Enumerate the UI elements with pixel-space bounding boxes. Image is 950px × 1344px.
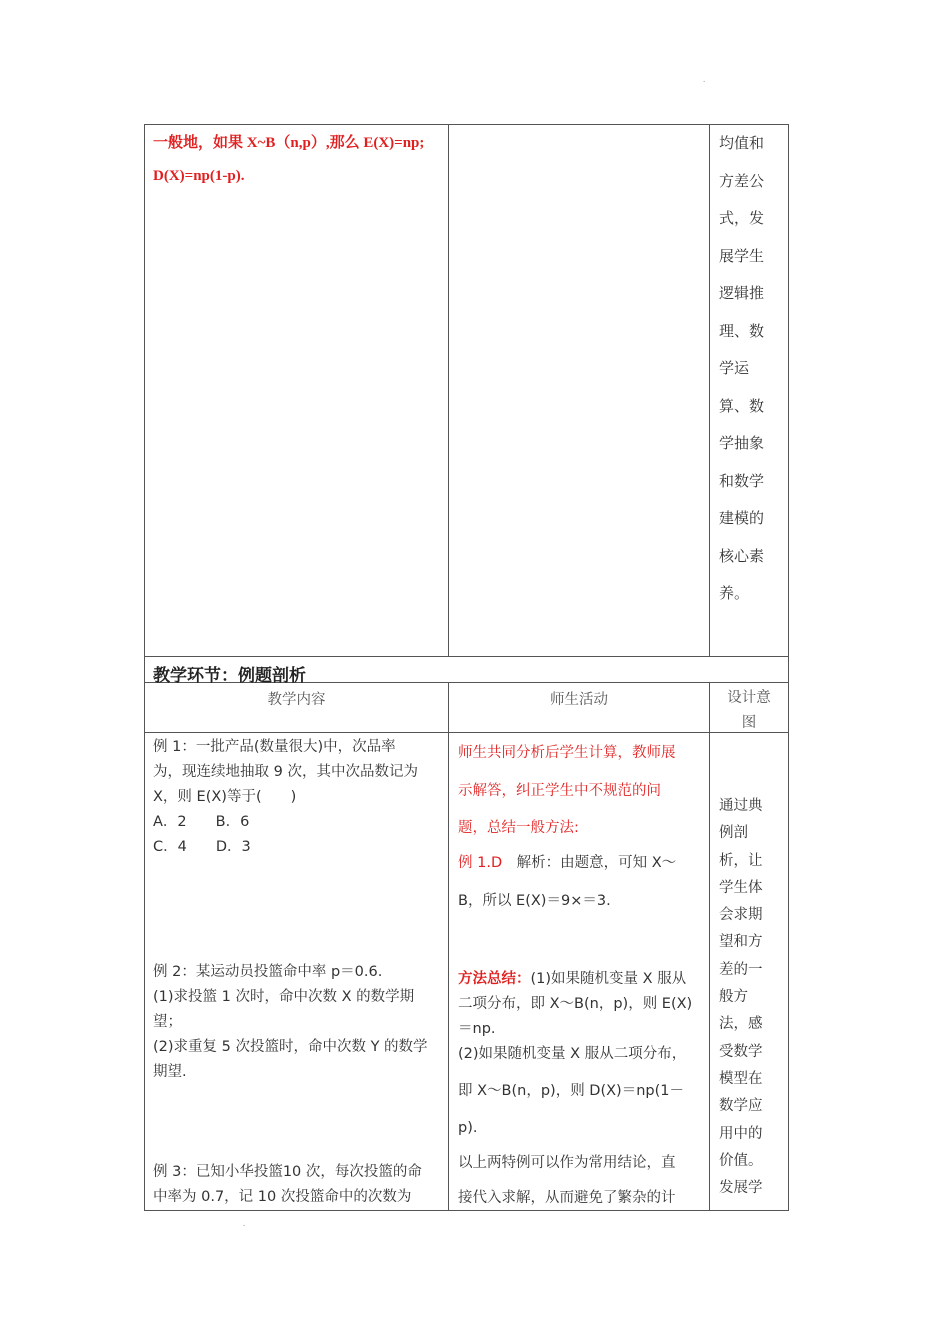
example-3	[153, 1160, 443, 1210]
design-intent-line: 建模的	[719, 509, 765, 527]
header-teaching-content: 教学内容	[267, 692, 326, 708]
row-divider-section	[144, 656, 789, 657]
design-intent-line: 价值。	[719, 1152, 763, 1169]
method-line: 二项分布，即 X～B(n，p)，则 E(X)	[458, 996, 693, 1012]
table-border-right	[788, 124, 789, 1211]
design-intent-line: 望和方	[719, 934, 763, 951]
page-mark-bottom: .	[243, 1218, 246, 1228]
design-intent-line: 例剖	[719, 825, 748, 842]
design-intent-line: 通过典	[719, 798, 763, 814]
example-2	[153, 960, 443, 1085]
design-intent-line: 学运	[719, 359, 750, 377]
col-divider-2-top	[709, 124, 710, 657]
design-intent-line: 受数学	[719, 1043, 763, 1060]
design-intent-examples	[719, 793, 779, 1202]
method-line: 即 X～B(n，p)，则 D(X)＝np(1－	[458, 1083, 684, 1099]
method-line: 以上两特例可以作为常用结论，直	[458, 1155, 676, 1171]
design-intent-line: 法，感	[719, 1016, 763, 1033]
design-intent-line: 方差公	[719, 171, 765, 190]
method-line: ＝np.	[458, 1021, 496, 1037]
design-intent-line: 理、数	[719, 321, 765, 340]
formula-variance: D(X)=np(1-p).	[153, 168, 245, 184]
design-intent-line: 般方	[719, 989, 748, 1006]
activity-intro-line: 师生共同分析后学生计算，教师展	[458, 745, 676, 761]
col-divider-1-bottom	[448, 682, 449, 1211]
design-intent-line: 用中的	[719, 1125, 763, 1142]
activity-intro-line: 示解答，纠正学生中不规范的问	[458, 782, 661, 799]
method-line-1	[458, 967, 704, 992]
design-intent-line: 算、数	[719, 396, 765, 415]
design-intent-line: 式，发	[719, 209, 765, 227]
answer-text-1: 解析：由题意，可知 X～	[502, 855, 677, 871]
method-line: (2)如果随机变量 X 服从二项分布，	[458, 1046, 687, 1062]
col-divider-2-bottom	[709, 682, 710, 1211]
header-design-intent-line2: 图	[741, 715, 757, 731]
design-intent-line: 差的一	[719, 961, 763, 978]
example-1-option: A．2 B．6	[153, 814, 250, 830]
example-1-line: X，则 E(X)等于( )	[153, 789, 297, 805]
col-divider-1-top	[448, 124, 449, 657]
activity-method-summary	[458, 967, 704, 1211]
example-3-line: 例 3：已知小华投篮10 次，每次投篮的命	[153, 1164, 422, 1180]
example-2-line: 例 2：某运动员投篮命中率 p＝0.6.	[153, 964, 383, 980]
design-intent-line: 核心素	[719, 546, 765, 565]
header-design-intent	[710, 686, 788, 736]
design-intent-line: 发展学	[719, 1180, 763, 1197]
activity-answer	[458, 845, 704, 920]
answer-label: 例 1.D	[458, 855, 503, 871]
design-intent-line: 逻辑推	[719, 284, 765, 302]
table-border-left	[144, 124, 145, 1211]
example-2-line: (2)求重复 5 次投篮时，命中次数 Y 的数学	[153, 1039, 428, 1055]
design-intent-line: 学抽象	[719, 434, 765, 452]
formula-expectation: 一般地，如果 X~B（n,p）,那么 E(X)=np;	[153, 135, 425, 151]
example-3-line: 中率为 0.7，记 10 次投篮命中的次数为	[153, 1189, 412, 1205]
design-intent-line: 数学应	[719, 1098, 763, 1115]
example-1	[153, 735, 443, 860]
method-label: 方法总结：	[458, 971, 531, 987]
answer-text-2: B，所以 E(X)＝9×＝3.	[458, 892, 611, 909]
page-mark-top: .	[703, 74, 706, 84]
method-line: p).	[458, 1120, 478, 1136]
method-text: (1)如果随机变量 X 服从	[530, 971, 687, 987]
design-intent-line: 学生体	[719, 879, 763, 896]
design-intent-line: 展学生	[719, 246, 765, 265]
design-intent-line: 模型在	[719, 1070, 763, 1087]
example-1-line: 为，现连续地抽取 9 次，其中次品数记为	[153, 764, 418, 780]
method-line: 接代入求解，从而避免了繁杂的计	[458, 1190, 676, 1206]
design-intent-line: 养。	[719, 584, 750, 602]
design-intent-line: 均值和	[719, 134, 765, 152]
design-intent-line: 析，让	[719, 852, 763, 869]
table-border-top	[144, 124, 789, 125]
activity-answer-line-1	[458, 845, 704, 883]
design-intent-top	[719, 125, 781, 613]
example-1-option: C．4 D．3	[153, 839, 251, 855]
section-title: 教学环节：例题剖析	[153, 666, 306, 686]
design-intent-line: 会求期	[719, 907, 763, 924]
design-intent-line: 和数学	[719, 471, 765, 490]
header-teacher-student-activity: 师生活动	[550, 692, 608, 708]
row-divider-header-bottom	[144, 732, 789, 733]
example-1-line: 例 1：一批产品(数量很大)中，次品率	[153, 739, 396, 755]
activity-intro-line: 题，总结一般方法:	[458, 820, 579, 836]
example-2-line: (1)求投篮 1 次时，命中次数 X 的数学期	[153, 989, 415, 1005]
activity-intro	[458, 735, 704, 848]
example-2-line: 期望.	[153, 1064, 187, 1080]
example-2-line: 望；	[153, 1014, 182, 1030]
header-design-intent-line1: 设计意	[727, 690, 771, 706]
